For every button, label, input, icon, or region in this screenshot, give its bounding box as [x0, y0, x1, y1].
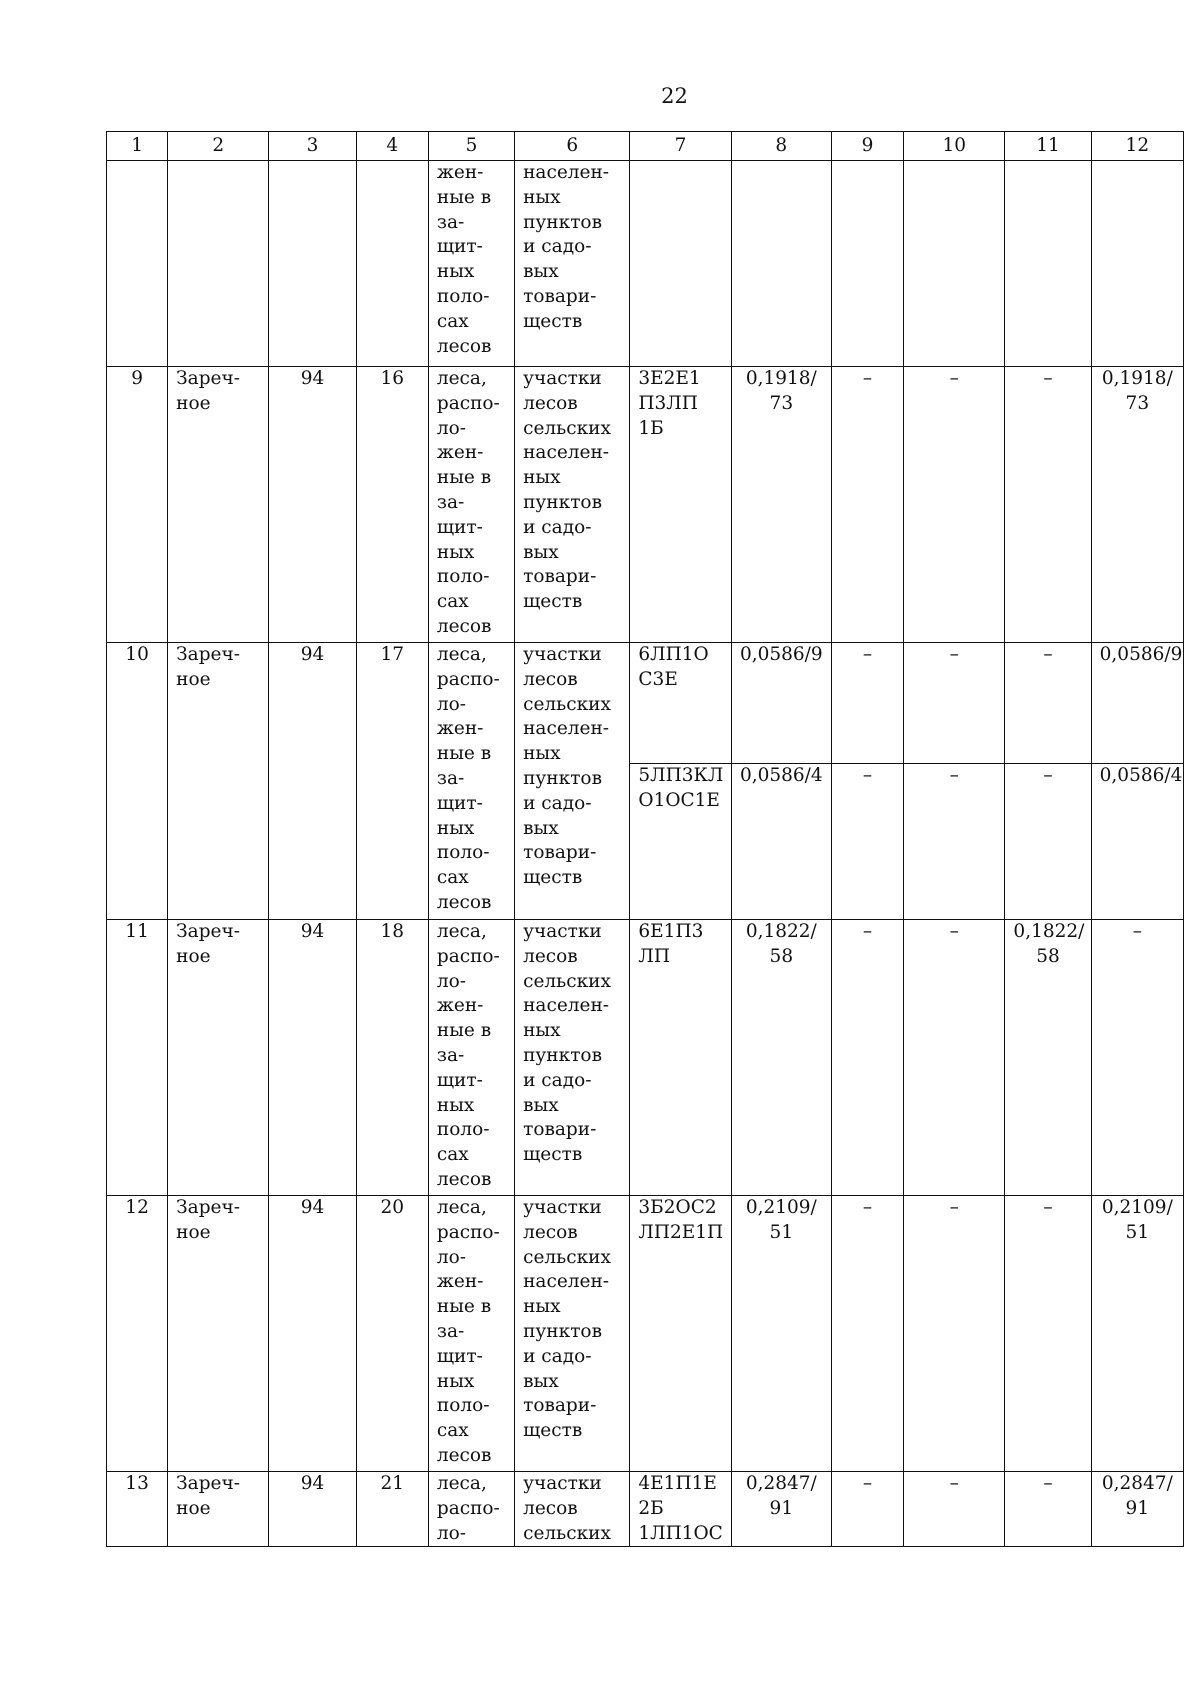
- forest-category-cell: леса, распо- ло- жен- ные в за- щит- ных поло- сах лесов: [428, 1196, 514, 1472]
- row-number-cell: 12: [107, 1196, 168, 1472]
- vydel-cell: 20: [356, 1196, 428, 1472]
- composition-cell: 3Е2Е1 П3ЛП 1Б: [630, 367, 731, 643]
- vydel-cell: 17: [356, 643, 428, 920]
- forest-purpose-cell: участки лесов сельских населен- ных пунктов и садо- вых товари- ществ: [515, 367, 630, 643]
- area-cell: 0,1918/ 73: [731, 367, 831, 643]
- table-row: [107, 920, 1184, 1196]
- value-cell: –: [1005, 1196, 1091, 1472]
- dash-cell: –: [831, 643, 903, 764]
- dash-cell: –: [904, 1196, 1005, 1472]
- table-cell: [1005, 161, 1091, 367]
- area-cell: 0,0586/9: [731, 643, 831, 764]
- place-cell: Зареч- ное: [168, 920, 269, 1196]
- value-cell: –: [1005, 764, 1091, 920]
- forest-category-cell: жен- ные в за- щит- ных поло- сах лесов: [428, 161, 514, 367]
- dash-cell: –: [904, 920, 1005, 1196]
- table-row: [107, 1196, 1184, 1472]
- table-cell: [107, 161, 168, 367]
- column-header: 8: [731, 132, 831, 161]
- composition-cell: 3Б2ОС2 ЛП2Е1П: [630, 1196, 731, 1472]
- table-row: [107, 1472, 1184, 1547]
- value-cell: 0,1822/ 58: [1005, 920, 1091, 1196]
- forest-purpose-cell: участки лесов сельских населен- ных пунктов и садо- вых товари- ществ: [515, 1196, 630, 1472]
- forest-category-cell: леса, распо- ло- жен- ные в за- щит- ных поло- сах лесов: [428, 643, 514, 920]
- forest-category-cell: леса, распо- ло- жен- ные в за- щит- ных поло- сах лесов: [428, 367, 514, 643]
- table-cell: [731, 161, 831, 367]
- value-cell: –: [1091, 920, 1183, 1196]
- vydel-cell: 18: [356, 920, 428, 1196]
- column-header: 10: [904, 132, 1005, 161]
- dash-cell: –: [831, 1472, 903, 1547]
- place-cell: Зареч- ное: [168, 1196, 269, 1472]
- column-header: 3: [269, 132, 356, 161]
- kvartal-cell: 94: [269, 367, 356, 643]
- forest-table: [106, 131, 1184, 1547]
- column-header: 5: [428, 132, 514, 161]
- row-number-cell: 10: [107, 643, 168, 920]
- value-cell: 0,0586/9: [1091, 643, 1183, 764]
- place-cell: Зареч- ное: [168, 1472, 269, 1547]
- dash-cell: –: [904, 1472, 1005, 1547]
- forest-purpose-cell: участки лесов сельских населен- ных пунктов и садо- вых товари- ществ: [515, 920, 630, 1196]
- table-cell: [269, 161, 356, 367]
- table-cell: [356, 161, 428, 367]
- dash-cell: –: [904, 764, 1005, 920]
- vydel-cell: 21: [356, 1472, 428, 1547]
- table-row: [107, 367, 1184, 643]
- row-number-cell: 9: [107, 367, 168, 643]
- table-cell: [1091, 161, 1183, 367]
- place-cell: Зареч- ное: [168, 367, 269, 643]
- value-cell: –: [1005, 643, 1091, 764]
- composition-cell: 5ЛП3КЛ О1ОС1Е: [630, 764, 731, 920]
- area-cell: 0,0586/4: [731, 764, 831, 920]
- value-cell: 0,1918/ 73: [1091, 367, 1183, 643]
- area-cell: 0,1822/ 58: [731, 920, 831, 1196]
- table-cell: [831, 161, 903, 367]
- forest-category-cell: леса, распо- ло-: [428, 1472, 514, 1547]
- kvartal-cell: 94: [269, 920, 356, 1196]
- dash-cell: –: [831, 1196, 903, 1472]
- header-row: [107, 132, 1184, 161]
- table-cell: [168, 161, 269, 367]
- dash-cell: –: [904, 367, 1005, 643]
- value-cell: 0,0586/4: [1091, 764, 1183, 920]
- table-row: [107, 643, 1184, 764]
- row-number-cell: 13: [107, 1472, 168, 1547]
- column-header: 7: [630, 132, 731, 161]
- column-header: 6: [515, 132, 630, 161]
- composition-cell: 6ЛП1О С3Е: [630, 643, 731, 764]
- column-header: 2: [168, 132, 269, 161]
- dash-cell: –: [831, 367, 903, 643]
- column-header: 12: [1091, 132, 1183, 161]
- table-cell: [630, 161, 731, 367]
- forest-purpose-cell: населен- ных пунктов и садо- вых товари- ществ: [515, 161, 630, 367]
- forest-category-cell: леса, распо- ло- жен- ные в за- щит- ных поло- сах лесов: [428, 920, 514, 1196]
- value-cell: –: [1005, 1472, 1091, 1547]
- dash-cell: –: [831, 920, 903, 1196]
- column-header: 9: [831, 132, 903, 161]
- kvartal-cell: 94: [269, 643, 356, 920]
- table-cell: [904, 161, 1005, 367]
- dash-cell: –: [904, 643, 1005, 764]
- composition-cell: 4Е1П1Е 2Б 1ЛП1ОС: [630, 1472, 731, 1547]
- kvartal-cell: 94: [269, 1196, 356, 1472]
- forest-purpose-cell: участки лесов сельских: [515, 1472, 630, 1547]
- table-row-continuation: [107, 161, 1184, 367]
- value-cell: 0,2847/ 91: [1091, 1472, 1183, 1547]
- place-cell: Зареч- ное: [168, 643, 269, 920]
- column-header: 4: [356, 132, 428, 161]
- dash-cell: –: [831, 764, 903, 920]
- value-cell: –: [1005, 367, 1091, 643]
- page-number: 22: [661, 84, 688, 108]
- area-cell: 0,2109/ 51: [731, 1196, 831, 1472]
- forest-purpose-cell: участки лесов сельских населен- ных пунктов и садо- вых товари- ществ: [515, 643, 630, 920]
- kvartal-cell: 94: [269, 1472, 356, 1547]
- row-number-cell: 11: [107, 920, 168, 1196]
- column-header: 11: [1005, 132, 1091, 161]
- value-cell: 0,2109/ 51: [1091, 1196, 1183, 1472]
- area-cell: 0,2847/ 91: [731, 1472, 831, 1547]
- column-header: 1: [107, 132, 168, 161]
- vydel-cell: 16: [356, 367, 428, 643]
- composition-cell: 6Е1П3 ЛП: [630, 920, 731, 1196]
